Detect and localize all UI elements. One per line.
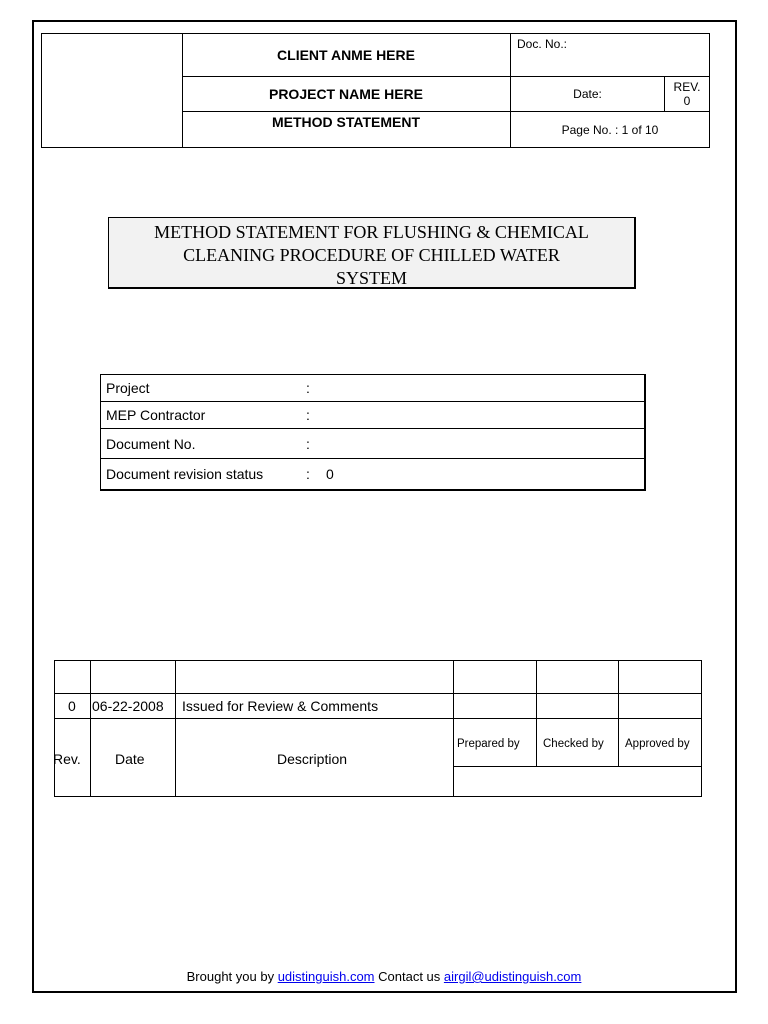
revision-description: Issued for Review & Comments (182, 698, 379, 714)
column-divider (536, 661, 537, 766)
revision-date: 06-22-2008 (92, 698, 164, 714)
page-number: Page No. : 1 of 10 (561, 122, 659, 137)
info-row-document-no (101, 429, 644, 459)
project-name: PROJECT NAME HERE (182, 77, 511, 112)
info-separator: : (306, 380, 310, 396)
column-divider (90, 661, 91, 796)
header-checked-by: Checked by (543, 738, 604, 750)
header-rev: Rev. (53, 751, 81, 767)
document-title (108, 217, 636, 289)
info-row-contractor (101, 402, 644, 429)
date-label: Date: (511, 77, 665, 112)
email-link[interactable]: airgil@udistinguish.com (443, 969, 582, 984)
info-separator: : (306, 436, 310, 452)
title-line-1: METHOD STATEMENT FOR FLUSHING & CHEMICAL (154, 222, 589, 242)
info-value: 0 (326, 466, 334, 482)
header-date: Date (115, 751, 145, 767)
info-label: MEP Contractor (106, 407, 206, 423)
rev-value: 0 (683, 94, 691, 108)
project-info-table (100, 374, 646, 491)
rev-label: REV. (673, 80, 701, 94)
page-border (32, 20, 737, 993)
revision-cell (665, 77, 709, 112)
client-name: CLIENT ANME HERE (182, 34, 511, 77)
info-label: Document revision status (106, 466, 264, 482)
revision-number: 0 (68, 698, 76, 714)
header-description: Description (277, 751, 348, 767)
header-approved-by: Approved by (625, 738, 690, 750)
info-row-project (101, 375, 644, 402)
column-divider (175, 661, 176, 796)
info-label: Document No. (106, 436, 196, 452)
title-line-3: SYSTEM (335, 268, 407, 288)
document-type: METHOD STATEMENT (182, 112, 511, 147)
website-link[interactable]: udistinguish.com (277, 969, 375, 984)
footer-prefix: Brought you by (186, 969, 278, 984)
column-divider (618, 661, 619, 766)
info-label: Project (106, 380, 150, 396)
doc-no-label: Doc. No.: (511, 34, 709, 77)
document-header (41, 33, 710, 148)
info-row-revision-status (101, 459, 644, 489)
footer (0, 969, 768, 984)
revision-table (54, 660, 702, 797)
row-divider (55, 693, 701, 694)
footer-middle: Contact us (374, 969, 444, 984)
row-divider (55, 718, 701, 719)
info-separator: : (306, 407, 310, 423)
info-separator: : (306, 466, 310, 482)
logo-area (42, 34, 183, 147)
title-line-2: CLEANING PROCEDURE OF CHILLED WATER (183, 245, 560, 265)
row-divider (453, 766, 701, 767)
header-prepared-by: Prepared by (457, 738, 520, 750)
column-divider (453, 661, 454, 796)
